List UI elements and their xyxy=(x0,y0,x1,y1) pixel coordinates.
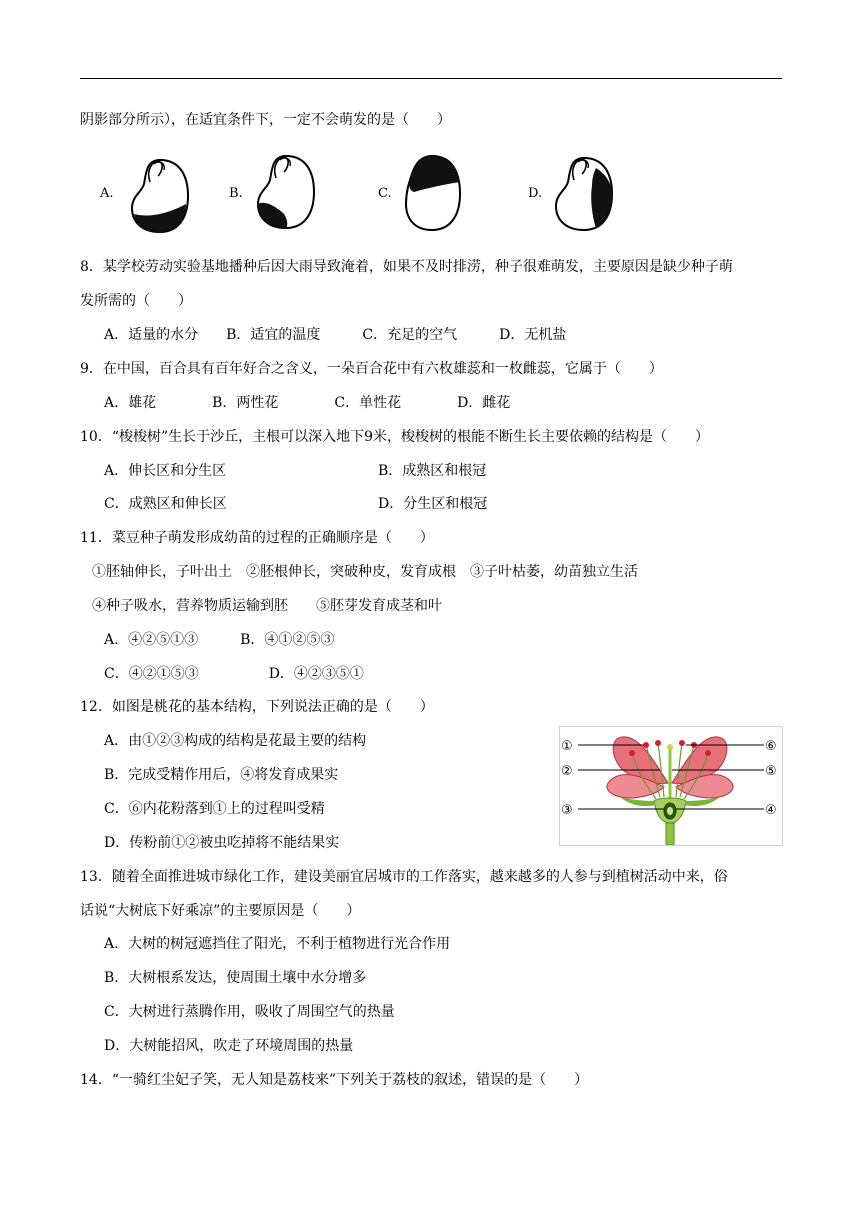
q10-stem: 10．“梭梭树”生长于沙丘，主根可以深入地下9米，梭梭树的根能不断生长主要依赖的结构是（ ） xyxy=(80,429,710,445)
seed-option-d-label: D. xyxy=(528,186,543,201)
q11-steps-2: ④种子吸水，营养物质运输到胚 ⑤胚芽发育成茎和叶 xyxy=(92,598,442,614)
q11-stem: 11．菜豆种子萌发形成幼苗的过程的正确顺序是（ ） xyxy=(80,530,434,546)
flower-label-1: ① xyxy=(561,739,573,754)
seed-option-c-image xyxy=(402,150,464,234)
peach-flower-diagram xyxy=(560,727,782,845)
q10-option-c: C．成熟区和伸长区 xyxy=(104,496,227,512)
flower-label-2: ② xyxy=(561,764,573,779)
flower-label-6: ⑥ xyxy=(765,739,777,754)
q13-option-d: D．大树能招风，吹走了环境周围的热量 xyxy=(104,1038,354,1054)
q13-stem-2: 话说“大树底下好乘凉”的主要原因是（ ） xyxy=(80,903,361,919)
seed-option-d-image xyxy=(552,150,616,234)
q14-stem: 14．“一骑红尘妃子笑，无人知是荔枝来”下列关于荔枝的叙述，错误的是（ ） xyxy=(80,1072,589,1088)
q10-option-b: B．成熟区和根冠 xyxy=(378,463,487,479)
seed-option-b-label: B. xyxy=(229,186,243,201)
q9-stem: 9．在中国，百合具有百年好合之含义，一朵百合花中有六枚雄蕊和一枚雌蕊，它属于（ ） xyxy=(80,361,663,377)
q12-option-c: C．⑥内花粉落到①上的过程叫受精 xyxy=(104,801,325,817)
q13-option-c: C．大树进行蒸腾作用，吸收了周围空气的热量 xyxy=(104,1004,395,1020)
flower-label-4: ④ xyxy=(765,803,777,818)
q12-stem: 12．如图是桃花的基本结构，下列说法正确的是（ ） xyxy=(80,699,434,715)
flower-label-3: ③ xyxy=(561,803,573,818)
q13-option-b: B．大树根系发达，使周围土壤中水分增多 xyxy=(104,970,367,986)
q10-option-a: A．伸长区和分生区 xyxy=(104,463,227,479)
flower-label-5: ⑤ xyxy=(765,764,777,779)
seed-option-a-image xyxy=(128,152,192,236)
q10-option-d: D．分生区和根冠 xyxy=(378,496,488,512)
q8-stem: 8．某学校劳动实验基地播种后因大雨导致淹着，如果不及时排涝，种子很难萌发，主要原因是缺少种子萌 xyxy=(80,259,733,275)
seed-option-b-image xyxy=(254,148,318,232)
q12-option-d: D．传粉前①②被虫吃掉将不能结果实 xyxy=(104,835,340,851)
q11-options-1: A．④②⑤①③ B．④①②⑤③ xyxy=(104,632,335,648)
q11-options-2: C．④②①⑤③ D．④②③⑤① xyxy=(104,666,364,682)
q8-stem-2: 发所需的（ ） xyxy=(80,293,192,309)
q11-steps-1: ①胚轴伸长，子叶出土 ②胚根伸长，突破种皮，发育成根 ③子叶枯萎，幼苗独立生活 xyxy=(92,564,638,580)
q8-options: A．适量的水分 B．适宜的温度 C．充足的空气 D．无机盐 xyxy=(104,327,567,343)
q13-option-a: A．大树的树冠遮挡住了阳光，不利于植物进行光合作用 xyxy=(104,936,451,952)
q12-option-b: B．完成受精作用后，④将发育成果实 xyxy=(104,767,339,783)
seed-option-c-label: C. xyxy=(378,186,392,201)
q9-options: A．雄花 B．两性花 C．单性花 D．雌花 xyxy=(104,395,511,411)
seed-option-a-label: A. xyxy=(100,186,114,201)
q13-stem: 13．随着全面推进城市绿化工作，建设美丽宜居城市的工作落实，越来越多的人参与到植树活动中来，俗 xyxy=(80,869,728,885)
peach-flower-figure xyxy=(559,726,783,846)
q12-option-a: A．由①②③构成的结构是花最主要的结构 xyxy=(104,733,367,749)
header-rule xyxy=(80,78,782,79)
q7-stem-continued: 阴影部分所示），在适宜条件下，一定不会萌发的是（ ） xyxy=(80,112,451,128)
